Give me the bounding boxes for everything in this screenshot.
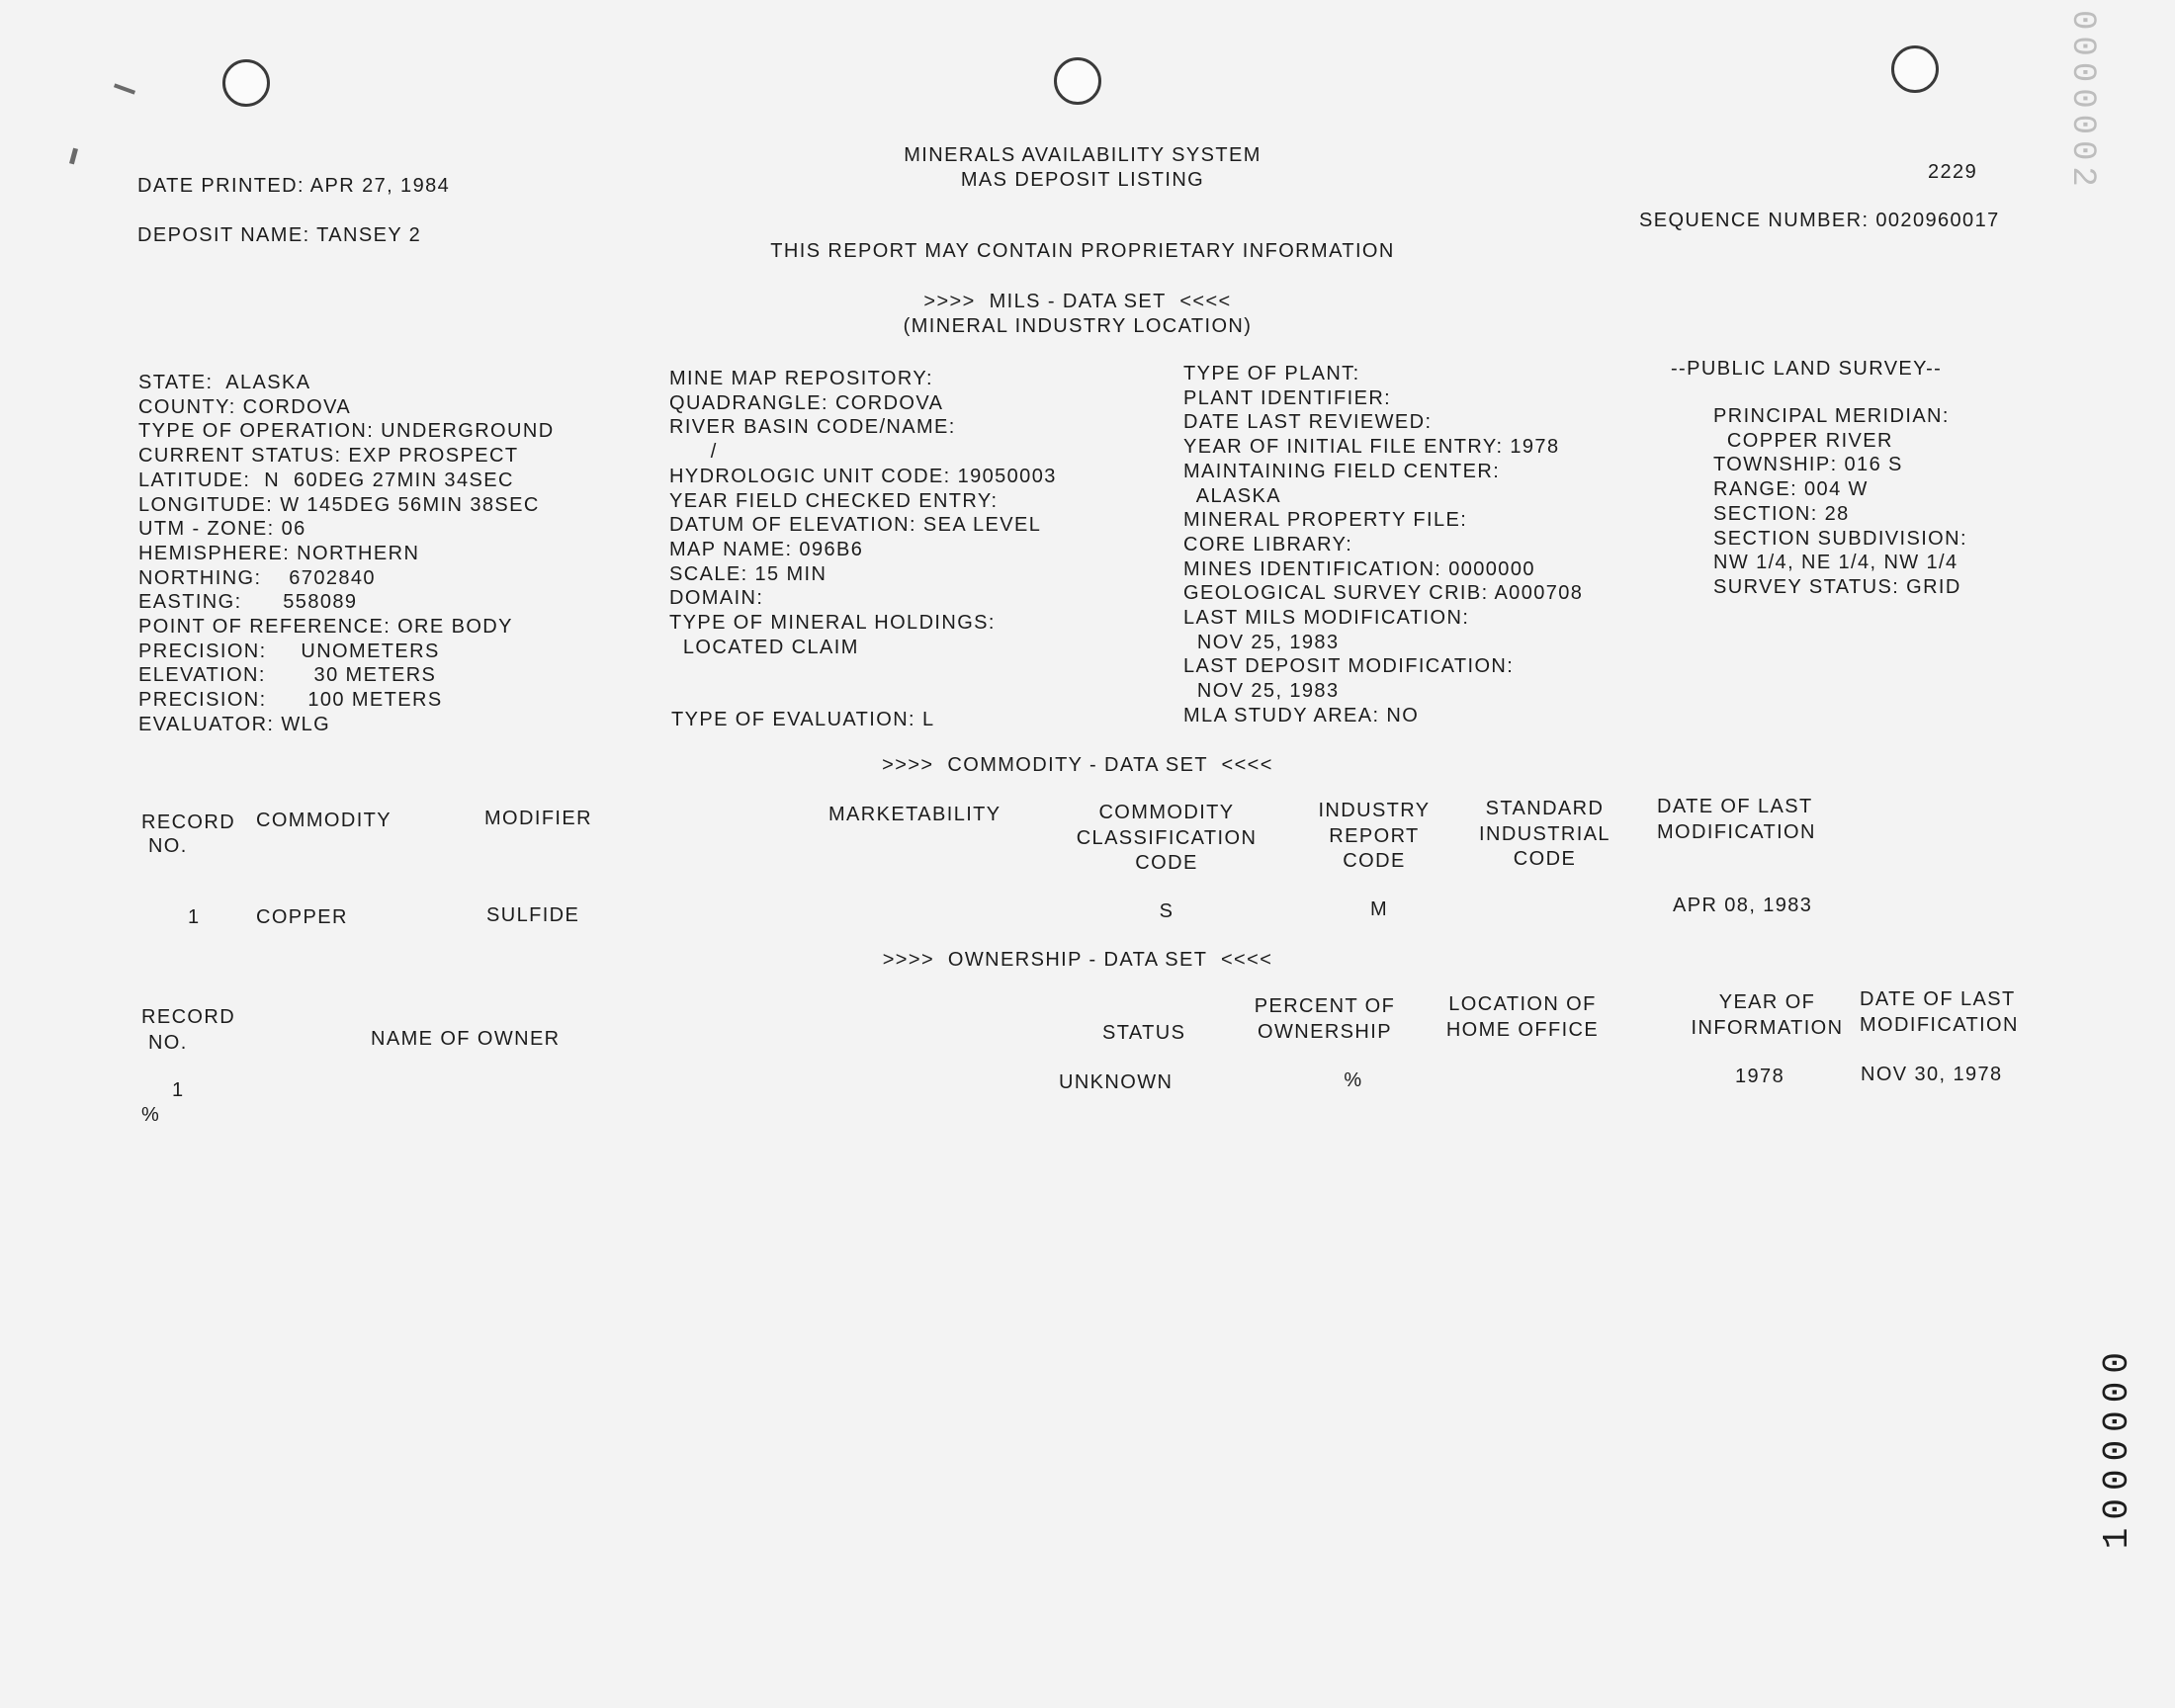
mils-field: PRINCIPAL MERIDIAN: — [1713, 405, 1950, 427]
mils-field: MINES IDENTIFICATION: 0000000 — [1183, 557, 1535, 580]
mils-field: CORE LIBRARY: — [1183, 533, 1353, 555]
commodity-record-no: 1 — [188, 906, 201, 928]
mils-field: TYPE OF MINERAL HOLDINGS: — [669, 612, 996, 634]
pen-mark — [114, 83, 135, 94]
commodity-industry-report: M — [1369, 898, 1389, 920]
public-land-survey-heading: --PUBLIC LAND SURVEY-- — [1671, 358, 1943, 380]
mils-field: LAST MILS MODIFICATION: — [1183, 607, 1470, 629]
type-of-evaluation: TYPE OF EVALUATION: L — [671, 709, 935, 730]
mils-field: SECTION: 28 — [1713, 502, 1850, 525]
mils-field: UTM - ZONE: 06 — [138, 518, 306, 541]
binder-hole-center — [1054, 57, 1101, 105]
ownership-heading: >>>> OWNERSHIP - DATA SET <<<< — [882, 949, 1273, 971]
mils-field: LATITUDE: N 60DEG 27MIN 34SEC — [138, 469, 514, 491]
mils-field: MINE MAP REPOSITORY: — [669, 368, 933, 389]
date-printed: DATE PRINTED: APR 27, 1984 — [137, 175, 451, 197]
commodity-heading: >>>> COMMODITY - DATA SET <<<< — [882, 754, 1273, 776]
commodity-name: COPPER — [256, 906, 348, 928]
own-date-last-mod: NOV 30, 1978 — [1861, 1064, 2003, 1085]
page-number: 2229 — [1928, 161, 1978, 183]
mils-field: NOV 25, 1983 — [1183, 680, 1340, 703]
listing-title: MAS DEPOSIT LISTING — [960, 169, 1205, 191]
sequence-number: SEQUENCE NUMBER: 0020960017 — [1639, 210, 2000, 231]
own-header-year: YEAR OF INFORMATION — [1691, 991, 1844, 1039]
mils-field: CURRENT STATUS: EXP PROSPECT — [138, 445, 519, 468]
mils-field: EVALUATOR: WLG — [138, 713, 331, 735]
mils-field: PRECISION: 100 METERS — [138, 689, 443, 712]
mils-field: NW 1/4, NE 1/4, NW 1/4 — [1713, 552, 1958, 574]
pen-mark — [69, 148, 78, 165]
mils-field: LONGITUDE: W 145DEG 56MIN 38SEC — [138, 493, 540, 516]
commodity-date-last-mod: APR 08, 1983 — [1673, 895, 1813, 916]
mils-field: ALASKA — [1183, 484, 1282, 507]
mils-field: GEOLOGICAL SURVEY CRIB: A000708 — [1183, 582, 1584, 605]
mils-field: MAP NAME: 096B6 — [669, 538, 864, 560]
mils-field: MLA STUDY AREA: NO — [1183, 704, 1420, 726]
own-percent: % — [1344, 1069, 1363, 1091]
mils-field: YEAR FIELD CHECKED ENTRY: — [669, 489, 999, 512]
col-header-classification: COMMODITY CLASSIFICATION CODE — [1076, 802, 1258, 874]
margin-stamp-top: 0000002 — [2063, 10, 2101, 193]
mils-field: SCALE: 15 MIN — [669, 562, 827, 585]
mils-field: COUNTY: CORDOVA — [138, 395, 352, 418]
mils-field: EASTING: 558089 — [138, 591, 358, 614]
mils-field: STATE: ALASKA — [138, 372, 311, 393]
own-status: UNKNOWN — [1059, 1071, 1174, 1093]
mils-field: TOWNSHIP: 016 S — [1713, 454, 1903, 476]
col-header-sic: STANDARD INDUSTRIAL CODE — [1479, 798, 1610, 870]
mils-heading: >>>> MILS - DATA SET <<<< — [923, 291, 1232, 312]
col-header-industry-report: INDUSTRY REPORT CODE — [1318, 800, 1431, 872]
binder-hole-left — [222, 59, 270, 107]
mils-field: HEMISPHERE: NORTHERN — [138, 542, 420, 564]
own-header-name: NAME OF OWNER — [371, 1028, 561, 1050]
mils-field: COPPER RIVER — [1713, 429, 1893, 452]
mils-field: POINT OF REFERENCE: ORE BODY — [138, 616, 513, 638]
own-header-record-no: RECORD NO. — [141, 1006, 236, 1054]
deposit-name: DEPOSIT NAME: TANSEY 2 — [137, 224, 422, 246]
margin-stamp-bottom: 1000000 — [2097, 1344, 2137, 1550]
mils-field: RIVER BASIN CODE/NAME: — [669, 416, 956, 439]
commodity-classification: S — [1159, 900, 1174, 922]
own-header-percent: PERCENT OF OWNERSHIP — [1254, 995, 1396, 1043]
proprietary-notice: THIS REPORT MAY CONTAIN PROPRIETARY INFORMATION — [770, 240, 1395, 262]
col-header-date-last-mod: DATE OF LAST MODIFICATION — [1657, 796, 1816, 843]
mils-field: TYPE OF OPERATION: UNDERGROUND — [138, 420, 555, 443]
mils-field: PRECISION: UNOMETERS — [138, 640, 440, 662]
mils-field: NOV 25, 1983 — [1183, 631, 1340, 653]
mils-field: MAINTAINING FIELD CENTER: — [1183, 460, 1501, 482]
mils-field: LOCATED CLAIM — [669, 636, 859, 658]
mils-field: SURVEY STATUS: GRID — [1713, 575, 1961, 598]
col-header-record-no: RECORD NO. — [141, 811, 236, 857]
mils-field: YEAR OF INITIAL FILE ENTRY: 1978 — [1183, 436, 1560, 459]
mils-field: SECTION SUBDIVISION: — [1713, 527, 1967, 550]
col-header-marketability: MARKETABILITY — [828, 804, 1001, 825]
mils-field: MINERAL PROPERTY FILE: — [1183, 509, 1468, 532]
mils-field: ELEVATION: 30 METERS — [138, 664, 437, 687]
own-header-location: LOCATION OF HOME OFFICE — [1445, 993, 1600, 1041]
own-header-status: STATUS — [1102, 1022, 1186, 1044]
mils-field: DATE LAST REVIEWED: — [1183, 411, 1433, 434]
commodity-modifier: SULFIDE — [486, 904, 580, 926]
binder-hole-right — [1891, 45, 1939, 93]
mils-field: RANGE: 004 W — [1713, 478, 1869, 501]
own-year: 1978 — [1735, 1066, 1785, 1087]
system-title: MINERALS AVAILABILITY SYSTEM — [904, 144, 1262, 166]
mils-field: PLANT IDENTIFIER: — [1183, 386, 1392, 409]
mils-field: / — [669, 441, 718, 464]
mils-field: HYDROLOGIC UNIT CODE: 19050003 — [669, 465, 1057, 487]
mils-field: DOMAIN: — [669, 587, 764, 610]
col-header-modifier: MODIFIER — [484, 808, 592, 829]
mils-field: LAST DEPOSIT MODIFICATION: — [1183, 655, 1515, 678]
trailing-percent: % — [141, 1104, 161, 1126]
mils-field: TYPE OF PLANT: — [1183, 363, 1360, 384]
own-record-no: 1 — [172, 1079, 185, 1101]
mils-field: DATUM OF ELEVATION: SEA LEVEL — [669, 514, 1042, 537]
col-header-commodity: COMMODITY — [256, 810, 392, 831]
mils-subheading: (MINERAL INDUSTRY LOCATION) — [903, 315, 1253, 337]
own-header-date-last-mod: DATE OF LAST MODIFICATION — [1860, 988, 2019, 1036]
mils-field: NORTHING: 6702840 — [138, 566, 376, 589]
mils-field: QUADRANGLE: CORDOVA — [669, 391, 944, 414]
